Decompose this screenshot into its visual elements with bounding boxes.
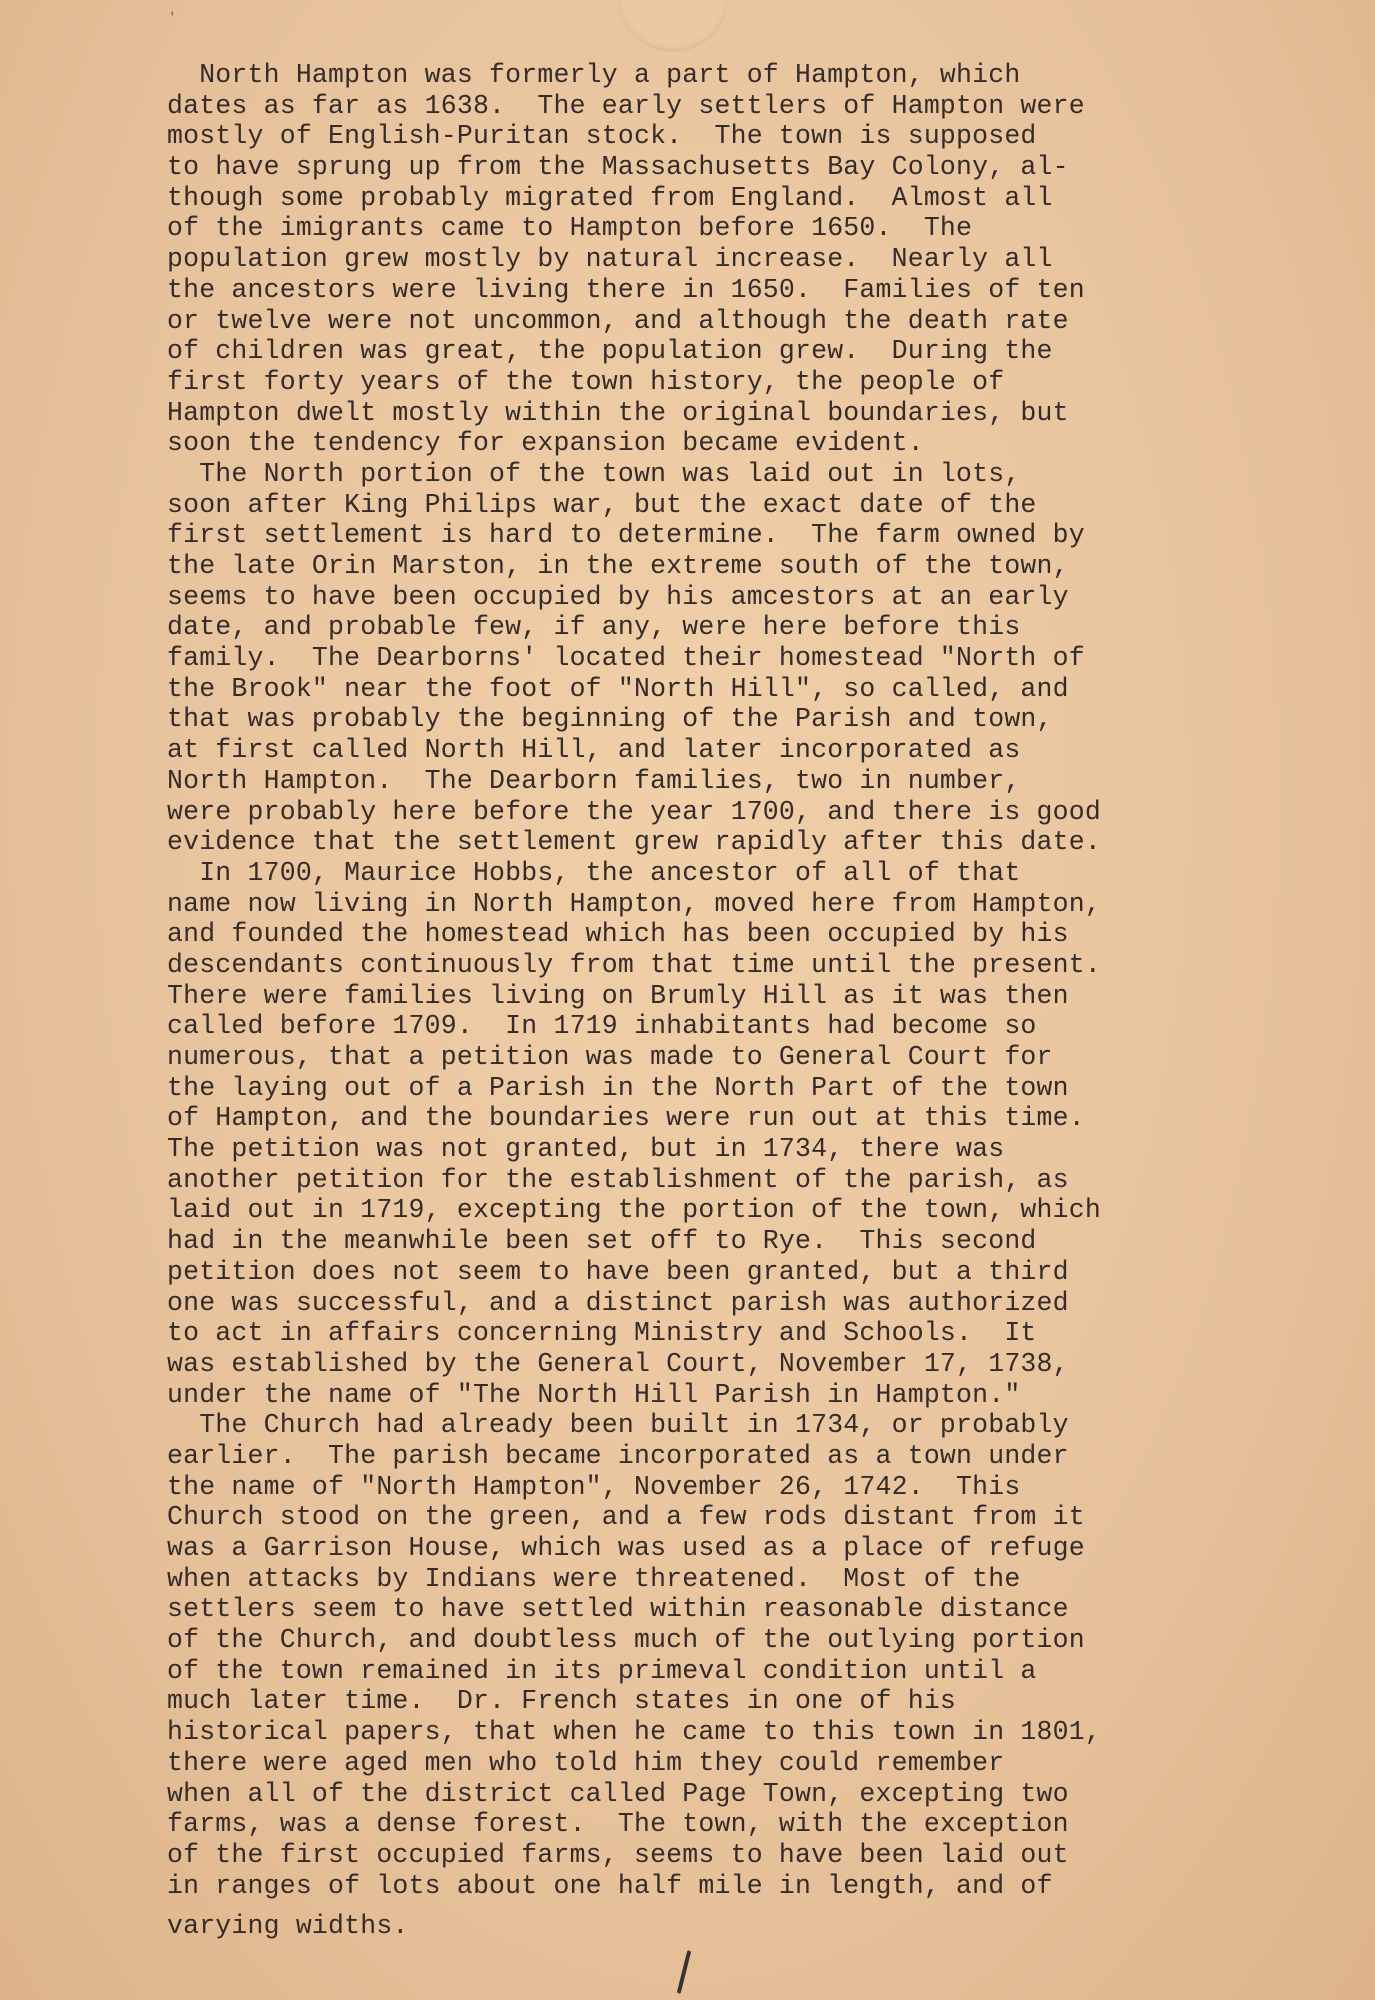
- text-line: settlers seem to have settled within reasonable distance: [167, 1594, 1069, 1625]
- text-line: first forty years of the town history, the people of: [167, 366, 1005, 397]
- text-line: one was successful, and a distinct parish was authorized: [167, 1287, 1069, 1318]
- text-line: and founded the homestead which has been occupied by his: [167, 919, 1069, 950]
- handwritten-slash-mark: [677, 1950, 692, 1994]
- text-line: North Hampton. The Dearborn families, two in number,: [167, 765, 1021, 796]
- text-line: historical papers, that when he came to this town in 1801,: [167, 1717, 1101, 1748]
- text-line: another petition for the establishment of the parish, as: [167, 1164, 1069, 1195]
- text-line: was a Garrison House, which was used as a place of refuge: [167, 1533, 1085, 1563]
- text-line: called before 1709. In 1719 inhabitants had become so: [167, 1011, 1037, 1042]
- text-line: of the Church, and doubtless much of the outlying portion: [167, 1625, 1085, 1656]
- text-line: there were aged men who told him they could remember: [167, 1747, 1005, 1778]
- text-line: of children was great, the population grew. During the: [167, 336, 1053, 367]
- text-line: of the town remained in its primeval condition until a: [167, 1655, 1037, 1686]
- text-line: that was probably the beginning of the Parish and town,: [167, 704, 1053, 735]
- text-line: name now living in North Hampton, moved here from Hampton,: [167, 888, 1101, 919]
- text-line: varying widths.: [167, 1911, 409, 1942]
- text-line: though some probably migrated from England. Almost all: [167, 182, 1053, 213]
- text-line: at first called North Hill, and later incorporated as: [167, 735, 1021, 766]
- text-line: In 1700, Maurice Hobbs, the ancestor of all of that: [167, 857, 1021, 888]
- text-line: the laying out of a Parish in the North Part of the town: [167, 1072, 1069, 1103]
- text-line: farms, was a dense forest. The town, with the exception: [167, 1809, 1069, 1840]
- text-line: dates as far as 1638. The early settlers of Hampton were: [167, 90, 1085, 121]
- text-line: date, and probable few, if any, were here before this: [167, 612, 1021, 643]
- text-line: descendants continuously from that time until the present.: [167, 949, 1101, 980]
- text-line: mostly of English-Puritan stock. The town is supposed: [167, 121, 1037, 152]
- punch-hole: [617, 0, 729, 52]
- text-line: earlier. The parish became incorporated as a town under: [167, 1440, 1069, 1471]
- text-line: Hampton dwelt mostly within the original boundaries, but: [167, 397, 1069, 428]
- text-line: to have sprung up from the Massachusetts Bay Colony, al-: [167, 152, 1069, 183]
- text-line: to act in affairs concerning Ministry and Schools. It: [167, 1318, 1037, 1349]
- text-line: when attacks by Indians were threatened. Most of the: [167, 1563, 1021, 1594]
- text-line: were probably here before the year 1700, and there is good: [167, 796, 1101, 827]
- text-line: North Hampton was formerly a part of Hampton, which: [167, 60, 1021, 90]
- text-line: or twelve were not uncommon, and although the death rate: [167, 305, 1069, 336]
- text-line: petition does not seem to have been granted, but a third: [167, 1256, 1069, 1287]
- text-line: soon after King Philips war, but the exact date of the: [167, 489, 1037, 520]
- text-line: in ranges of lots about one half mile in length, and of: [167, 1870, 1053, 1901]
- text-line: the ancestors were living there in 1650. Families of ten: [167, 274, 1085, 305]
- text-line: numerous, that a petition was made to General Court for: [167, 1042, 1053, 1072]
- text-line: much later time. Dr. French states in one of his: [167, 1686, 957, 1717]
- text-line: of the first occupied farms, seems to have been laid out: [167, 1839, 1069, 1870]
- text-line: evidence that the settlement grew rapidly after this date.: [167, 827, 1101, 858]
- typewritten-text-body: [167, 60, 1277, 1942]
- text-line: The Church had already been built in 1734, or probably: [167, 1410, 1069, 1441]
- text-line: The petition was not granted, but in 1734, there was: [167, 1134, 1005, 1165]
- text-line: family. The Dearborns' located their homestead "North of: [167, 643, 1085, 674]
- text-line: soon the tendency for expansion became evident.: [167, 428, 924, 459]
- text-line: had in the meanwhile been set off to Rye. This second: [167, 1226, 1037, 1257]
- text-line: the Brook" near the foot of "North Hill", so called, and: [167, 673, 1069, 704]
- text-line: population grew mostly by natural increase. Nearly all: [167, 244, 1053, 275]
- text-line: seems to have been occupied by his amcestors at an early: [167, 581, 1069, 612]
- text-line: the late Orin Marston, in the extreme south of the town,: [167, 551, 1069, 581]
- text-line: the name of "North Hampton", November 26, 1742. This: [167, 1471, 1021, 1502]
- text-line: when all of the district called Page Town, excepting two: [167, 1778, 1069, 1809]
- text-line: The North portion of the town was laid out in lots,: [167, 458, 1021, 489]
- text-line: under the name of "The North Hill Parish in Hampton.": [167, 1379, 1021, 1410]
- text-line: first settlement is hard to determine. The farm owned by: [167, 520, 1085, 551]
- margin-tick-mark: ': [168, 10, 177, 26]
- text-line: There were families living on Brumly Hill as it was then: [167, 980, 1069, 1011]
- text-line: Church stood on the green, and a few rods distant from it: [167, 1502, 1085, 1533]
- text-line: laid out in 1719, excepting the portion of the town, which: [167, 1195, 1101, 1226]
- text-line: of Hampton, and the boundaries were run out at this time.: [167, 1103, 1085, 1134]
- text-line: was established by the General Court, November 17, 1738,: [167, 1348, 1069, 1379]
- text-line: of the imigrants came to Hampton before 1650. The: [167, 213, 973, 244]
